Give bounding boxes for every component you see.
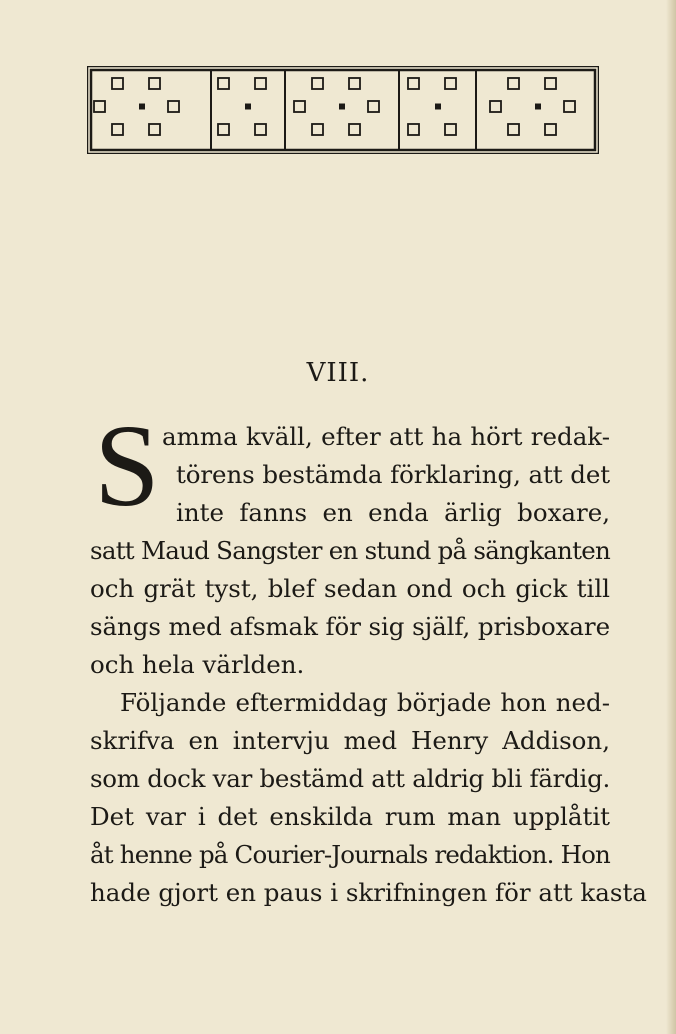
ornament-square: [508, 124, 519, 135]
ornament-square: [445, 124, 456, 135]
ornament-square: [149, 78, 160, 89]
ornament-square: [112, 124, 123, 135]
ornament-square: [112, 78, 123, 89]
text-line: Följande eftermiddag började hon ned-: [120, 688, 610, 717]
ornament-square: [149, 124, 160, 135]
ornament-square: [408, 124, 419, 135]
ornament-dot: [535, 104, 541, 110]
text-line: inte fanns en enda ärlig boxare,: [176, 498, 610, 527]
ornament-square: [312, 124, 323, 135]
text-line: som dock var bestämd att aldrig bli färdig.: [90, 764, 610, 793]
ornament-square: [408, 78, 419, 89]
text-line: hade gjort en paus i skrifningen för att kasta: [90, 878, 647, 907]
ornament-square: [545, 78, 556, 89]
ornament-square: [218, 124, 229, 135]
ornament-square: [255, 78, 266, 89]
ornament-square: [508, 78, 519, 89]
chapter-heading: VIII.: [306, 358, 370, 388]
ornament-square: [349, 124, 360, 135]
text-line: skrifva en intervju med Henry Addison,: [90, 726, 610, 755]
text-line: och grät tyst, blef sedan ond och gick till: [90, 574, 610, 603]
ornament-square: [564, 101, 575, 112]
ornament-dot: [245, 104, 251, 110]
text-line: amma kväll, efter att ha hört redak-: [162, 422, 610, 451]
ornament-square: [94, 101, 105, 112]
ornament-square: [349, 78, 360, 89]
text-line: satt Maud Sangster en stund på sängkanten: [90, 536, 610, 565]
text-line: sängs med afsmak för sig själf, prisboxare: [90, 612, 610, 641]
ornament-square: [294, 101, 305, 112]
text-line: Det var i det enskilda rum man upplåtit: [90, 802, 610, 831]
ornament-square: [255, 124, 266, 135]
ornament-square: [545, 124, 556, 135]
ornament-square: [368, 101, 379, 112]
drop-cap-glyph: S: [94, 410, 160, 522]
text-line: och hela världen.: [90, 650, 305, 679]
drop-cap-letter: [88, 410, 166, 522]
text-line: åt henne på Courier-Journals redaktion. Hon: [90, 840, 610, 869]
ornament-dot: [339, 104, 345, 110]
ornament-square: [445, 78, 456, 89]
text-line: törens bestämda förklaring, att det: [176, 460, 610, 489]
ornament-dot: [139, 104, 145, 110]
ornament-square: [490, 101, 501, 112]
header-ornament: [87, 66, 599, 154]
page-edge: [666, 0, 676, 1034]
ornament-square: [218, 78, 229, 89]
ornament-square: [168, 101, 179, 112]
ornament-dot: [435, 104, 441, 110]
ornament-square: [312, 78, 323, 89]
